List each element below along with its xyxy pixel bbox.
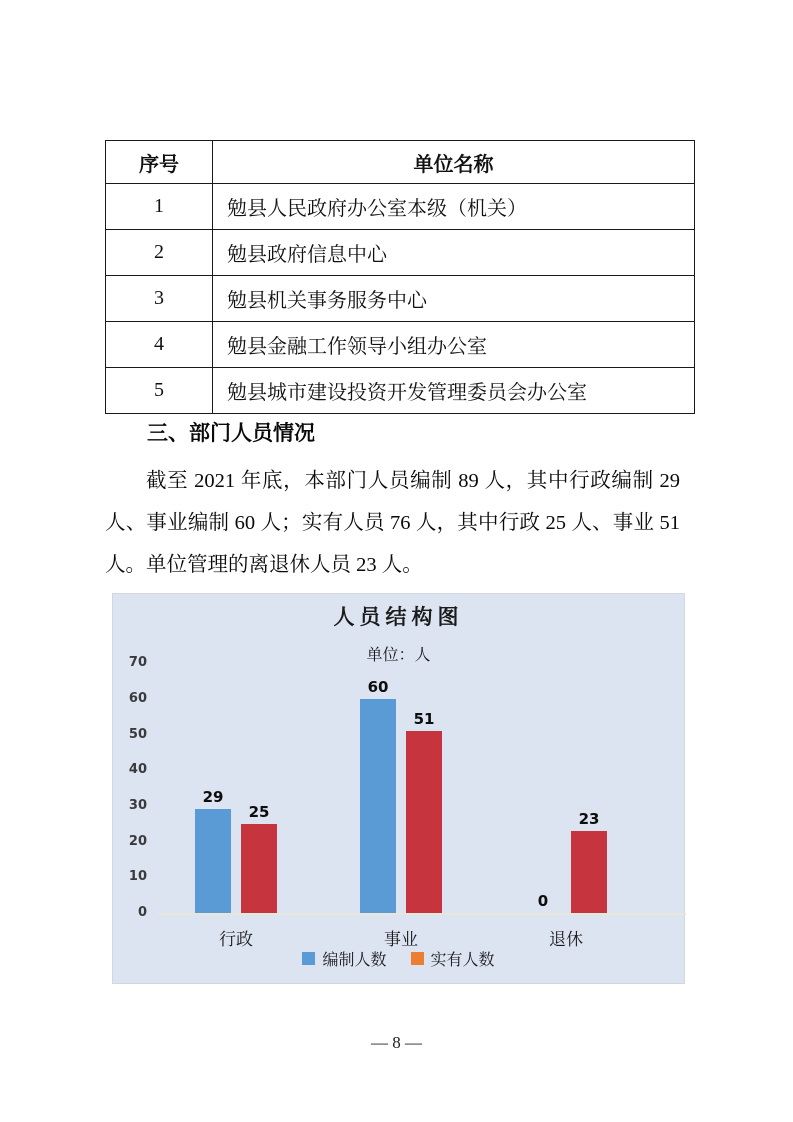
chart-title: 人员结构图 xyxy=(333,606,464,629)
section-heading: 三、部门人员情况 xyxy=(147,422,315,445)
personnel-structure-chart xyxy=(112,593,685,984)
y-axis-tick-label: 30 xyxy=(128,797,147,813)
row-number: 2 xyxy=(106,230,213,276)
y-axis-tick-label: 20 xyxy=(128,833,147,849)
authorized-count-bar xyxy=(360,699,396,913)
bar-value-label: 0 xyxy=(537,892,549,910)
unit-name: 勉县金融工作领导小组办公室 xyxy=(213,322,695,368)
category-label: 退休 xyxy=(549,930,583,949)
y-axis-tick-label: 10 xyxy=(128,869,147,885)
table-header-unit-name: 单位名称 xyxy=(213,141,695,184)
y-axis-tick-label: 50 xyxy=(128,726,147,742)
row-number: 4 xyxy=(106,322,213,368)
y-axis-tick-label: 70 xyxy=(128,655,147,671)
chart-unit-label: 单位：人 xyxy=(366,647,431,664)
table-row xyxy=(106,276,695,322)
actual-count-bar xyxy=(406,731,442,913)
bar-value-label: 23 xyxy=(578,810,600,828)
row-number: 1 xyxy=(106,184,213,230)
unit-name: 勉县机关事务服务中心 xyxy=(213,276,695,322)
table-row xyxy=(106,322,695,368)
category-label: 事业 xyxy=(384,930,418,949)
legend-item xyxy=(302,947,386,970)
bar-value-label: 51 xyxy=(413,710,435,728)
legend-series-name: 编制人数 xyxy=(322,952,387,969)
legend-swatch-icon xyxy=(302,952,315,965)
table-header-no: 序号 xyxy=(106,141,213,184)
unit-name: 勉县政府信息中心 xyxy=(213,230,695,276)
table-row xyxy=(106,184,695,230)
y-axis-tick-label: 60 xyxy=(128,690,147,706)
legend-swatch-icon xyxy=(411,952,424,965)
unit-name: 勉县人民政府办公室本级（机关） xyxy=(213,184,695,230)
legend-series-name: 实有人数 xyxy=(430,952,495,969)
plot-area xyxy=(113,594,684,983)
y-axis-tick-label: 0 xyxy=(137,905,147,920)
personnel-paragraph: 截至 2021 年底，本部门人员编制 89 人，其中行政编制 29 人、事业编制 60 人；实有人员 76 人，其中行政 25 人、事业 51 人。单位管理的离退休人员 23 人。 xyxy=(105,470,680,576)
row-number: 5 xyxy=(106,368,213,414)
table-row xyxy=(106,368,695,414)
actual-count-bar xyxy=(241,824,277,913)
unit-name: 勉县城市建设投资开发管理委员会办公室 xyxy=(213,368,695,414)
bar-value-label: 29 xyxy=(202,788,224,806)
table-header-row xyxy=(106,141,695,184)
actual-count-bar xyxy=(571,831,607,913)
row-number: 3 xyxy=(106,276,213,322)
chart-legend xyxy=(113,947,684,970)
legend-item xyxy=(411,947,495,970)
authorized-count-bar xyxy=(195,809,231,913)
units-table xyxy=(105,140,695,414)
x-axis-line xyxy=(158,913,686,915)
personnel-section xyxy=(105,419,680,586)
bar-value-label: 25 xyxy=(248,803,270,821)
bar-value-label: 60 xyxy=(367,678,389,696)
category-label: 行政 xyxy=(219,930,253,949)
page-number: — 8 — xyxy=(371,1033,422,1052)
table-row xyxy=(106,230,695,276)
y-axis-tick-label: 40 xyxy=(128,762,147,778)
